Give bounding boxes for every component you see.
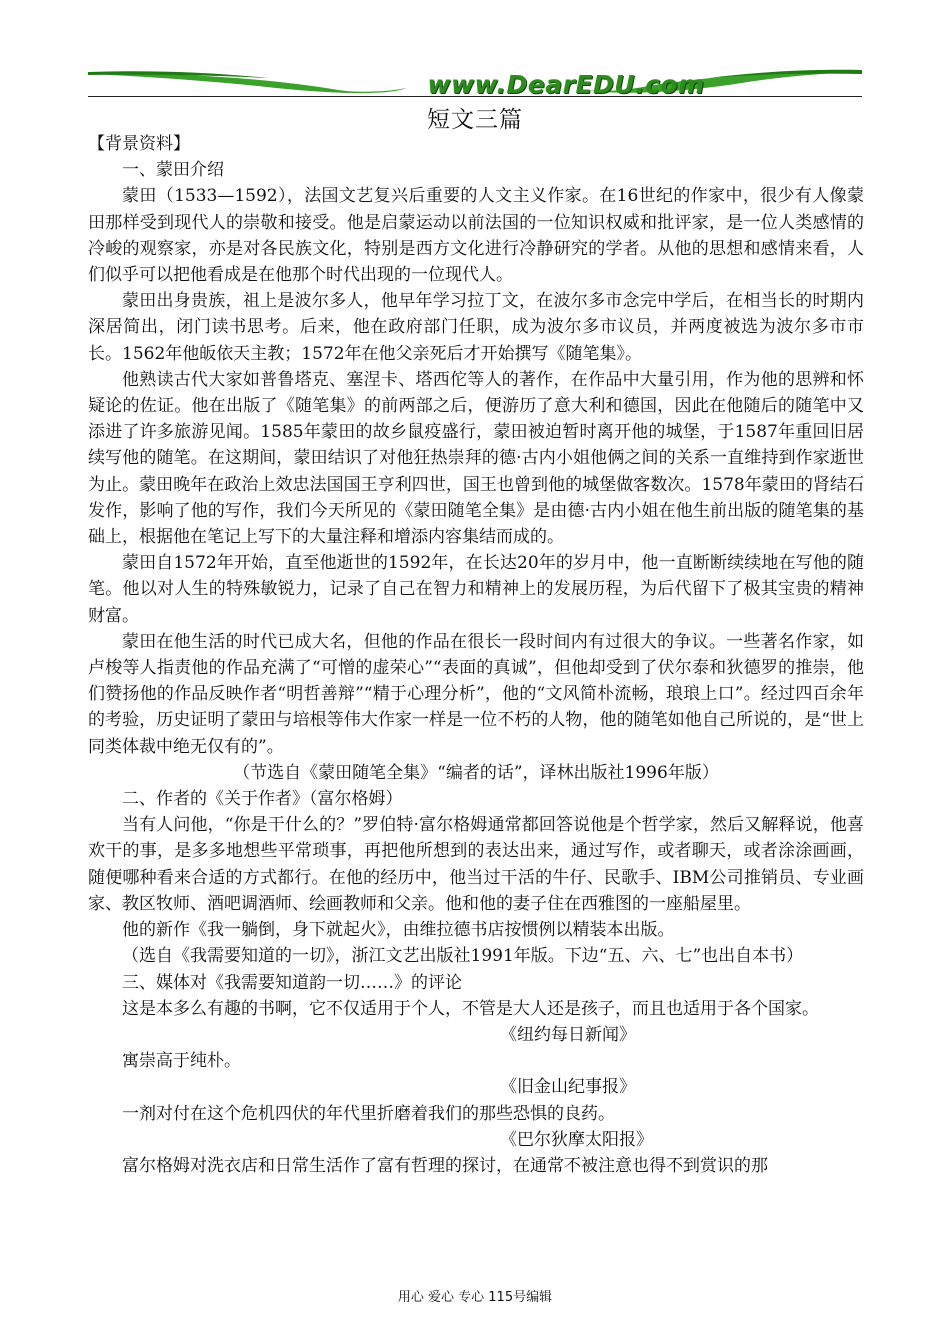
review-source: 《巴尔狄摩太阳报》 [500,1129,653,1150]
header-rule [88,96,862,97]
paragraph: 蒙田在他生活的时代已成大名，但他的作品在很长一段时间内有过很大的争议。一些著名作家，如卢梭等人指责他的作品充满了“可憎的虚荣心”“表面的真诚”，但他却受到了伏尔泰和狄德罗的推崇，他们赞扬他的作品反映作者“明哲善辩”“精于心理分析”，他的“文风简朴流畅，琅琅上口”。经过四百余年的考验，历史证明了蒙田与培根等伟大作家一样是一位不朽的人物，他的随笔如他自己所说的，是“世上同类体裁中绝无仅有的”。 [88,631,864,757]
paragraph: 他的新作《我一躺倒，身下就起火》，由维拉德书店按惯例以精装本出版。 [122,920,675,941]
review-quote: 这是本多么有趣的书啊，它不仅适用于个人，不管是大人还是孩子，而且也适用于各个国家。 [122,998,819,1019]
paragraph: 他熟读古代大家如普鲁塔克、塞涅卡、塔西佗等人的著作，在作品中大量引用，作为他的思辨和怀疑论的佐证。他在出版了《随笔集》的前两部之后，便游历了意大利和德国，因此在他随后的随笔中又添进了许多旅游见闻。1585年蒙田的故乡鼠疫盛行，蒙田被迫暂时离开他的城堡，于1587年重回旧居续写他的随笔。在这期间，蒙田结识了对他狂热崇拜的德·古内小姐他俩之间的关系一直维持到作家逝世为止。蒙田晚年在政治上效忠法国国王亨利四世，国王也曾到他的城堡做客数次。1578年蒙田的肾结石发作，影响了他的写作，我们今天所见的《蒙田随笔全集》是由德·古内小姐在他生前出版的随笔集的基础上，根据他在笔记上写下的大量注释和增添内容集结而成的。 [88,369,864,548]
paragraph: 蒙田出身贵族，祖上是波尔多人，他早年学习拉丁文，在波尔多市念完中学后，在相当长的时期内深居简出，闭门读书思考。后来，他在政府部门任职，成为波尔多市议员，并两度被选为波尔多市市长。1562年他皈依天主教；1572年在他父亲死后才开始撰写《随笔集》。 [88,291,864,364]
review-quote: 一剂对付在这个危机四伏的年代里折磨着我们的那些恐惧的良药。 [122,1103,615,1124]
paragraph: 蒙田（1533—1592），法国文艺复兴后重要的人文主义作家。在16世纪的作家中，很少有人像蒙田那样受到现代人的崇敬和接受。他是启蒙运动以前法国的一位知识权威和批评家，是一位人类感情的冷峻的观察家，亦是对各民族文化，特别是西方文化进行冷静研究的学者。从他的思想和感情来看，人们似乎可以把他看成是在他那个时代出现的一位现代人。 [88,186,864,286]
review-source: 《纽约每日新闻》 [500,1024,636,1045]
review-source: 《旧金山纪事报》 [500,1077,636,1098]
subsection-heading: 一、蒙田介绍 [122,160,224,181]
review-quote: 寓崇高于纯朴。 [122,1051,241,1072]
page-title: 短文三篇 [427,107,523,133]
source-note: （选自《我需要知道的一切》，浙江文艺出版社1991年版。下边“五、六、七”也出自本书） [122,946,804,967]
section-heading: 【背景资料】 [88,134,190,154]
paragraph: 当有人问他，“你是干什么的？”罗伯特·富尔格姆通常都回答说他是个哲学家，然后又解释说，他喜欢干的事，是多多地想些平常琐事，再把他所想到的表达出来，通过写作，或者聊天，或者涂涂画画，随便哪种看来合适的方式都行。在他的经历中，他当过干活的牛仔、民歌手、IBM公司推销员、专业画家、教区牧师、酒吧调酒师、绘画教师和父亲。他和他的妻子住在西雅图的一座船屋里。 [88,815,864,914]
paragraph: 蒙田自1572年开始，直至他逝世的1592年，在长达20年的岁月中，他一直断断续续地在写他的随笔。他以对人生的特殊敏锐力，记录了自己在智力和精神上的发展历程，为后代留下了极其宝贵的精神财富。 [88,553,864,626]
page-footer: 用心 爱心 专心 115号编辑 [397,1290,553,1305]
source-note: （节选自《蒙田随笔全集》“编者的话”，译林出版社1996年版） [233,762,719,783]
subsection-heading: 三、媒体对《我需要知道韵一切……》的评论 [122,972,462,993]
review-quote: 富尔格姆对洗衣店和日常生活作了富有哲理的探讨，在通常不被注意也得不到赏识的那 [122,1155,768,1176]
site-logo-text[interactable]: www.DearEDU.com [427,70,705,99]
subsection-heading: 二、作者的《关于作者》（富尔格姆） [122,789,403,810]
article-body [88,131,864,1179]
site-banner[interactable] [88,66,862,100]
